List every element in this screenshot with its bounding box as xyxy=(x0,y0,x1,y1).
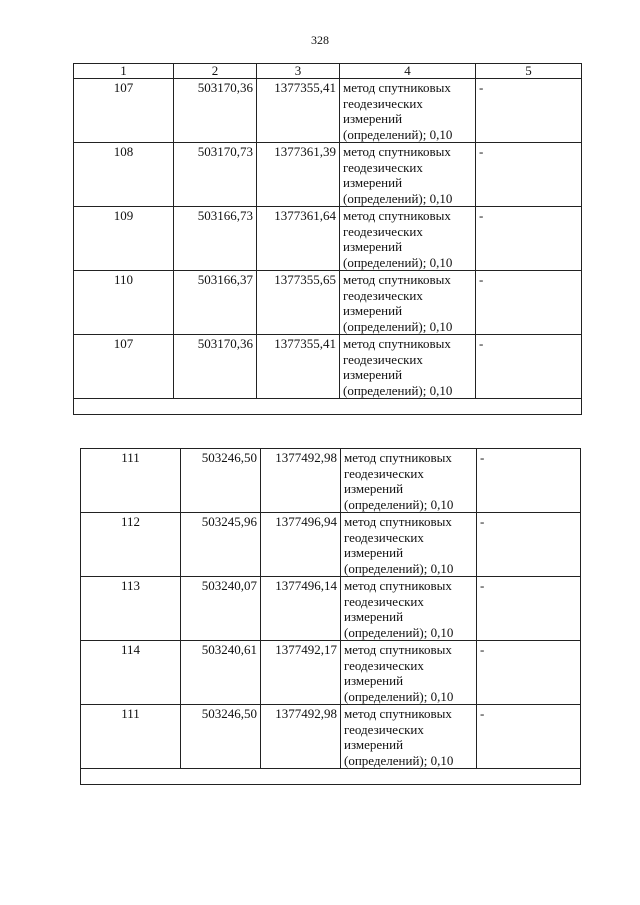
table-row xyxy=(81,577,581,641)
method-line: геодезических xyxy=(343,351,423,367)
point-number-cell: 111 xyxy=(81,449,181,513)
column-5-cell: - xyxy=(477,577,581,641)
point-number-cell: 109 xyxy=(74,207,174,271)
x-coordinate-cell: 503166,73 xyxy=(174,207,257,271)
point-number-cell: 110 xyxy=(74,271,174,335)
section-separator-cell xyxy=(74,399,582,415)
method-line: геодезических xyxy=(344,593,424,609)
method-line: метод спутниковых xyxy=(344,706,452,721)
point-number-cell: 112 xyxy=(81,513,181,577)
method-line: (определений); 0,10 xyxy=(343,254,453,270)
x-coordinate-cell: 503246,50 xyxy=(181,705,261,769)
column-header-1: 1 xyxy=(74,64,174,79)
method-line: геодезических xyxy=(344,721,424,737)
method-cell xyxy=(341,449,477,513)
page-number: 328 xyxy=(311,33,329,47)
table-row xyxy=(74,207,582,271)
y-coordinate-cell: 1377355,41 xyxy=(257,79,340,143)
method-line: геодезических xyxy=(343,223,423,239)
y-coordinate-cell: 1377492,17 xyxy=(261,641,341,705)
point-number-cell: 113 xyxy=(81,577,181,641)
column-header-2: 2 xyxy=(174,64,257,79)
method-cell xyxy=(340,335,476,399)
method-line: геодезических xyxy=(343,159,423,175)
point-number-cell: 108 xyxy=(74,143,174,207)
section-separator-row xyxy=(74,399,582,415)
column-5-cell: - xyxy=(476,79,582,143)
x-coordinate-cell: 503246,50 xyxy=(181,449,261,513)
method-cell xyxy=(340,271,476,335)
method-line: измерений xyxy=(343,111,403,126)
coordinates-table-section-2 xyxy=(80,448,581,785)
method-line: измерений xyxy=(343,367,403,382)
method-cell xyxy=(341,577,477,641)
y-coordinate-cell: 1377492,98 xyxy=(261,449,341,513)
method-line: метод спутниковых xyxy=(344,578,452,593)
column-5-cell: - xyxy=(476,143,582,207)
y-coordinate-cell: 1377496,94 xyxy=(261,513,341,577)
table-row xyxy=(81,449,581,513)
method-line: геодезических xyxy=(343,95,423,111)
table-row xyxy=(81,705,581,769)
method-line: метод спутниковых xyxy=(343,336,451,351)
y-coordinate-cell: 1377355,41 xyxy=(257,335,340,399)
table-row xyxy=(74,143,582,207)
x-coordinate-cell: 503240,61 xyxy=(181,641,261,705)
point-number-cell: 107 xyxy=(74,79,174,143)
method-line: метод спутниковых xyxy=(344,450,452,465)
column-5-cell: - xyxy=(476,271,582,335)
method-cell xyxy=(340,207,476,271)
x-coordinate-cell: 503170,73 xyxy=(174,143,257,207)
y-coordinate-cell: 1377496,14 xyxy=(261,577,341,641)
x-coordinate-cell: 503240,07 xyxy=(181,577,261,641)
method-cell xyxy=(341,705,477,769)
method-line: геодезических xyxy=(344,529,424,545)
method-line: измерений xyxy=(344,609,404,624)
method-cell xyxy=(341,513,477,577)
column-header-3: 3 xyxy=(257,64,340,79)
method-line: измерений xyxy=(343,239,403,254)
method-line: (определений); 0,10 xyxy=(344,560,454,576)
method-line: (определений); 0,10 xyxy=(343,190,453,206)
method-line: (определений); 0,10 xyxy=(343,382,453,398)
method-line: (определений); 0,10 xyxy=(343,126,453,142)
method-line: (определений); 0,10 xyxy=(344,688,454,704)
method-line: метод спутниковых xyxy=(343,272,451,287)
method-line: измерений xyxy=(344,481,404,496)
column-5-cell: - xyxy=(477,641,581,705)
method-cell xyxy=(341,641,477,705)
point-number-cell: 114 xyxy=(81,641,181,705)
column-5-cell: - xyxy=(477,449,581,513)
column-5-cell: - xyxy=(476,335,582,399)
point-number-cell: 111 xyxy=(81,705,181,769)
table-row xyxy=(81,513,581,577)
method-cell xyxy=(340,79,476,143)
column-header-4: 4 xyxy=(340,64,476,79)
column-header-5: 5 xyxy=(476,64,582,79)
table-row xyxy=(74,79,582,143)
table-row xyxy=(74,271,582,335)
method-line: геодезических xyxy=(344,465,424,481)
y-coordinate-cell: 1377355,65 xyxy=(257,271,340,335)
column-5-cell: - xyxy=(477,513,581,577)
method-line: измерений xyxy=(344,737,404,752)
table-row xyxy=(81,641,581,705)
x-coordinate-cell: 503166,37 xyxy=(174,271,257,335)
method-line: геодезических xyxy=(343,287,423,303)
y-coordinate-cell: 1377361,64 xyxy=(257,207,340,271)
table-header-row xyxy=(74,64,582,79)
method-line: (определений); 0,10 xyxy=(343,318,453,334)
method-line: метод спутниковых xyxy=(344,514,452,529)
method-line: метод спутниковых xyxy=(343,144,451,159)
table-row xyxy=(74,335,582,399)
method-line: измерений xyxy=(344,673,404,688)
x-coordinate-cell: 503170,36 xyxy=(174,335,257,399)
method-line: (определений); 0,10 xyxy=(344,624,454,640)
method-line: измерений xyxy=(343,303,403,318)
method-line: метод спутниковых xyxy=(344,642,452,657)
method-line: (определений); 0,10 xyxy=(344,496,454,512)
section-separator-cell xyxy=(81,769,581,785)
x-coordinate-cell: 503170,36 xyxy=(174,79,257,143)
y-coordinate-cell: 1377492,98 xyxy=(261,705,341,769)
method-line: геодезических xyxy=(344,657,424,673)
section-separator-row xyxy=(81,769,581,785)
method-line: метод спутниковых xyxy=(343,80,451,95)
column-5-cell: - xyxy=(477,705,581,769)
x-coordinate-cell: 503245,96 xyxy=(181,513,261,577)
method-line: метод спутниковых xyxy=(343,208,451,223)
point-number-cell: 107 xyxy=(74,335,174,399)
method-line: (определений); 0,10 xyxy=(344,752,454,768)
method-line: измерений xyxy=(343,175,403,190)
coordinates-table-section-1 xyxy=(73,63,582,415)
method-line: измерений xyxy=(344,545,404,560)
method-cell xyxy=(340,143,476,207)
column-5-cell: - xyxy=(476,207,582,271)
y-coordinate-cell: 1377361,39 xyxy=(257,143,340,207)
